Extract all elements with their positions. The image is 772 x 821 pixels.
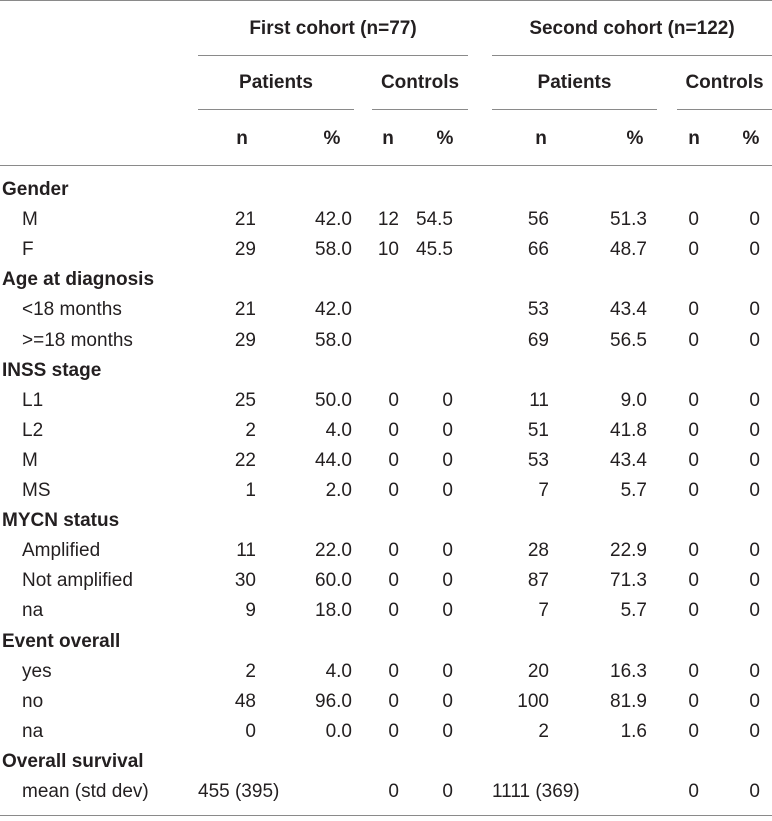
- cohort2-patients-heading: Patients: [537, 72, 612, 93]
- table-cell: 2: [538, 720, 549, 742]
- row-label: na: [22, 600, 44, 622]
- table-cell: 53: [527, 299, 549, 321]
- table-cell: 0: [442, 781, 453, 802]
- table-cell: 51: [527, 419, 549, 441]
- col-pct-4: %: [742, 128, 760, 149]
- col-pct-3: %: [626, 128, 644, 149]
- table-cell: 20: [527, 660, 549, 682]
- table-cell: 0: [749, 419, 760, 441]
- table-cell: 25: [234, 389, 256, 411]
- table-cell: 21: [234, 299, 256, 321]
- section-heading: Overall survival: [2, 750, 144, 772]
- cohort2-heading: Second cohort (n=122): [529, 18, 735, 39]
- table-cell: 2: [245, 660, 256, 682]
- table-cell: 9.0: [620, 389, 647, 411]
- table-cell: 11: [529, 389, 549, 411]
- bottom-rule: [0, 815, 772, 816]
- table-cell: 4.0: [325, 419, 352, 441]
- table-cell: 0: [749, 690, 760, 712]
- table-cell: 0: [688, 690, 699, 712]
- col-n-1: n: [236, 128, 248, 149]
- table-cell: 0: [388, 540, 399, 562]
- table-cell: 51.3: [610, 209, 647, 231]
- table-cell: 0: [688, 389, 699, 411]
- table-cell: 0: [388, 720, 399, 742]
- section-heading: MYCN status: [2, 510, 120, 532]
- table-cell: 42.0: [315, 299, 352, 321]
- table-cell: 12: [377, 209, 399, 231]
- table-cell: 29: [234, 329, 256, 351]
- section-heading: Event overall: [2, 630, 121, 652]
- cohort2-patients-rule: [492, 109, 657, 110]
- table-cell: 0: [749, 209, 760, 231]
- table-cell: 2: [245, 419, 256, 441]
- table-cell: 28: [527, 540, 549, 562]
- table-cell: 0: [688, 239, 699, 261]
- table-cell: 0: [688, 600, 699, 622]
- table-cell: 21: [234, 209, 256, 231]
- row-label: Amplified: [22, 540, 101, 562]
- table-cell: 41.8: [610, 419, 647, 441]
- table-cell: 5.7: [620, 480, 647, 501]
- col-n-4: n: [688, 128, 700, 149]
- row-label: yes: [22, 660, 52, 682]
- table-cell: 0: [388, 781, 399, 802]
- table-cell: 0: [388, 419, 399, 441]
- table-cell: 0: [688, 419, 699, 441]
- table-cell: 0: [388, 600, 399, 622]
- row-label: Not amplified: [22, 570, 133, 592]
- row-label: L1: [22, 389, 44, 411]
- table-cell: 0: [688, 209, 699, 231]
- table-cell: 66: [527, 239, 549, 261]
- table-cell: 0: [749, 480, 760, 501]
- table-cell: 18.0: [315, 600, 352, 622]
- row-label: M: [22, 209, 38, 231]
- table-cell: 7: [538, 600, 549, 622]
- table-cell: 0: [749, 299, 760, 321]
- table-cell: 22: [234, 449, 256, 471]
- table-cell: 0: [749, 239, 760, 261]
- table-cell: 69: [527, 329, 549, 351]
- table-cell: 1: [245, 480, 256, 501]
- row-label: na: [22, 720, 44, 742]
- section-heading: INSS stage: [2, 359, 102, 381]
- table-cell: 0: [442, 419, 453, 441]
- table-cell: 0: [688, 720, 699, 742]
- table-cell: 4.0: [325, 660, 352, 682]
- table-cell: 0: [442, 570, 453, 592]
- row-label: F: [22, 239, 34, 261]
- table-cell: 0: [749, 600, 760, 622]
- table-cell: 0: [749, 449, 760, 471]
- table-cell: 0.0: [325, 720, 352, 742]
- table-cell: 0: [688, 660, 699, 682]
- section-heading: Age at diagnosis: [2, 269, 155, 291]
- row-label: mean (std dev): [22, 781, 149, 802]
- table-cell: 7: [538, 480, 549, 501]
- cohort2-rule: [492, 55, 772, 56]
- table-cell: 0: [442, 449, 453, 471]
- table-cell: 0: [442, 600, 453, 622]
- table-cell: 0: [688, 570, 699, 592]
- table-cell: 50.0: [315, 389, 352, 411]
- table-cell: 42.0: [315, 209, 352, 231]
- table-cell: 10: [377, 239, 399, 261]
- row-label: MS: [22, 480, 51, 501]
- table-cell: 45.5: [416, 239, 453, 261]
- table-cell: 0: [749, 570, 760, 592]
- table-cell: 100: [517, 690, 549, 712]
- table-cell: 0: [688, 540, 699, 562]
- cohort1-controls-heading: Controls: [380, 72, 460, 93]
- table-cell: 0: [749, 781, 760, 802]
- table-cell: 0: [442, 480, 453, 501]
- table-cell: 5.7: [620, 600, 647, 622]
- table-cell: 0: [688, 299, 699, 321]
- table-cell: 53: [527, 449, 549, 471]
- table-cell: 0: [388, 389, 399, 411]
- row-label: L2: [22, 419, 44, 441]
- cohort1-patients-rule: [198, 109, 354, 110]
- table-cell: 0: [688, 329, 699, 351]
- row-label: no: [22, 690, 44, 712]
- row-label: M: [22, 449, 38, 471]
- table-cell: 0: [442, 690, 453, 712]
- table-cell: 81.9: [610, 690, 647, 712]
- table-cell: 0: [388, 480, 399, 501]
- col-n-2: n: [382, 128, 394, 149]
- row-label: >=18 months: [22, 329, 133, 351]
- table-cell: 1111 (369): [492, 781, 580, 802]
- table-cell: 58.0: [315, 329, 352, 351]
- table-cell: 43.4: [610, 449, 647, 471]
- cohort2-controls-rule: [677, 109, 772, 110]
- table-cell: 48.7: [610, 239, 647, 261]
- table-cell: 0: [442, 660, 453, 682]
- table-cell: 0: [749, 720, 760, 742]
- table-cell: 60.0: [315, 570, 352, 592]
- cohort1-controls-rule: [372, 109, 468, 110]
- table-cell: 9: [245, 600, 256, 622]
- table-cell: 0: [749, 389, 760, 411]
- cohort1-patients-heading: Patients: [239, 72, 313, 93]
- table-cell: 43.4: [610, 299, 647, 321]
- table-cell: 0: [749, 329, 760, 351]
- top-rule: [0, 0, 772, 1]
- table-cell: 0: [388, 660, 399, 682]
- row-label: <18 months: [22, 299, 122, 321]
- col-pct-1: %: [323, 128, 341, 149]
- table-cell: 0: [749, 660, 760, 682]
- table-cell: 29: [234, 239, 256, 261]
- table-cell: 48: [234, 690, 256, 712]
- cohort1-rule: [198, 55, 468, 56]
- table-cell: 87: [527, 570, 549, 592]
- table-cell: 54.5: [416, 209, 453, 231]
- table-cell: 0: [688, 449, 699, 471]
- table-cell: 1.6: [620, 720, 647, 742]
- table-cell: 22.9: [610, 540, 647, 562]
- table-cell: 0: [442, 540, 453, 562]
- table-cell: 58.0: [315, 239, 352, 261]
- table-cell: 56.5: [610, 329, 647, 351]
- table-cell: 0: [388, 449, 399, 471]
- table-cell: 56: [527, 209, 549, 231]
- table-cell: 11: [236, 540, 256, 562]
- cohort2-controls-heading: Controls: [685, 72, 764, 93]
- table-cell: 0: [688, 781, 699, 802]
- cohort1-heading: First cohort (n=77): [249, 18, 417, 39]
- table-cell: 0: [245, 720, 256, 742]
- header-bottom-rule: [0, 165, 772, 166]
- table-cell: 455 (395): [198, 781, 280, 802]
- table-cell: 0: [388, 570, 399, 592]
- table-cell: 96.0: [315, 690, 352, 712]
- table-cell: 22.0: [315, 540, 352, 562]
- section-heading: Gender: [2, 179, 69, 200]
- table-cell: 30: [234, 570, 256, 592]
- table-cell: 0: [688, 480, 699, 501]
- table-cell: 0: [442, 720, 453, 742]
- table-cell: 16.3: [610, 660, 647, 682]
- table-cell: 0: [749, 540, 760, 562]
- table-cell: 44.0: [315, 449, 352, 471]
- col-n-3: n: [535, 128, 547, 149]
- table-cell: 2.0: [325, 480, 352, 501]
- col-pct-2: %: [436, 128, 454, 149]
- table-cell: 0: [442, 389, 453, 411]
- table-cell: 71.3: [610, 570, 647, 592]
- table-cell: 0: [388, 690, 399, 712]
